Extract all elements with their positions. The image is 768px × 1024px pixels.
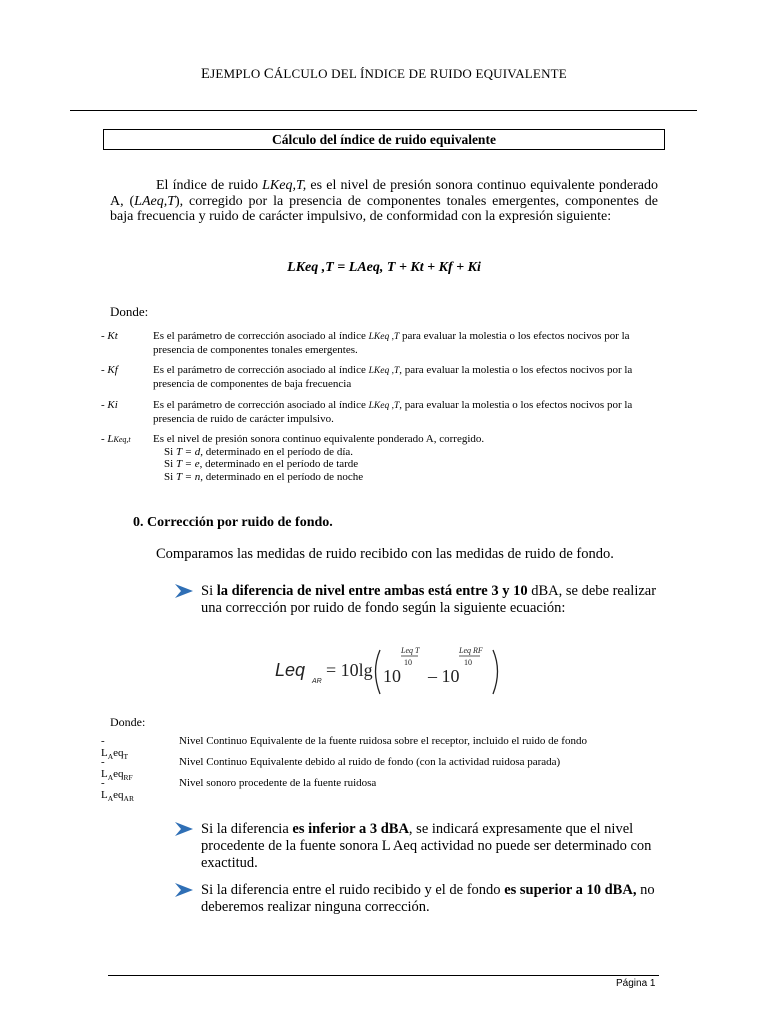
equation-minus-term: – 10 — [428, 666, 460, 686]
footer-divider — [108, 975, 659, 976]
exponent-2-den: 10 — [464, 658, 472, 667]
bullet-item-1: Si la diferencia de nivel entre ambas está entre 3 y 10 dBA, se debe realizar una corrección por ruido de fondo según la siguiente ecuación: — [201, 583, 671, 617]
equation-lhs: Leq — [275, 660, 306, 680]
donde-label: Donde: — [110, 304, 149, 319]
equation-lhs-sub: AR — [312, 678, 322, 685]
close-paren — [493, 650, 498, 694]
exponent-1-num: Leq T — [401, 646, 420, 655]
definition-kf: - Kf Es el parámetro de corrección asociado al índice LKeq ,T, para evaluar la molestia o los efectos nocivos por la presencia de componentes de baja frecuencia — [101, 364, 633, 390]
background-noise-equation — [275, 642, 510, 700]
definition-lkeq: - LKeq,t Es el nivel de presión sonora continuo equivalente ponderado A, corregido. Si T = d, determinado en el período de día. Si T = e, determinado en el período de tarde Si T = n, determinado en el período de noche — [101, 433, 671, 483]
definition-ki: - Ki Es el parámetro de corrección asociado al índice LKeq ,T, para evaluar la molestia o los efectos nocivos por la presencia de ruido de carácter impulsivo. — [101, 399, 633, 425]
compare-paragraph: Comparamos las medidas de ruido recibido con las medidas de ruido de fondo. — [156, 546, 614, 562]
arrow-bullet-icon — [175, 883, 193, 897]
equation-lg: = 10lg — [326, 660, 373, 680]
page-number: Página 1 — [616, 978, 656, 989]
condition-evening: Si T = e, determinado en el período de tarde — [164, 458, 359, 470]
condition-night: Si T = n, determinado en el período de noche — [164, 470, 364, 483]
section-heading-box: Cálculo del índice de ruido equivalente — [103, 129, 665, 150]
equation-base: 10 — [383, 666, 401, 686]
section-0-title: 0. Corrección por ruido de fondo. — [133, 515, 333, 530]
header-divider — [70, 110, 697, 111]
definition-kt: - Kt Es el parámetro de corrección asociado al índice LKeq ,T para evaluar la molestia o los efectos nocivos por la presencia de componentes tonales emergentes. — [101, 330, 630, 356]
arrow-bullet-icon — [175, 822, 193, 836]
main-formula: LKeq ,T = LAeq, T + Kt + Kf + Ki — [287, 260, 481, 275]
page-title: EJEMPLO CÁLCULO DEL ÍNDICE DE RUIDO EQUIVALENTE — [201, 66, 567, 82]
intro-paragraph: El índice de ruido LKeq,T, es el nivel de presión sonora continuo equivalente ponderado A, (LAeq,T), corregido por la presencia de componentes tonales emergentes, componentes de baja frecuencia y ruido de carácter impulsivo, de conformidad con la expresión siguiente: — [110, 178, 658, 224]
arrow-bullet-icon — [175, 584, 193, 598]
donde-label-2: Donde: — [110, 715, 146, 729]
bullet-item-3: Si la diferencia entre el ruido recibido y el de fondo es superior a 10 dBA, no deberemos realizar ninguna corrección. — [201, 882, 671, 916]
exponent-2-num: Leq RF — [459, 646, 483, 655]
condition-day: Si T = d, determinado en el período de día. — [164, 445, 354, 458]
bullet-item-2: Si la diferencia es inferior a 3 dBA, se indicará expresamente que el nivel procedente de la fuente sonora L Aeq actividad no puede ser determinado con exactitud. — [201, 821, 671, 872]
open-paren — [376, 650, 381, 694]
exponent-1-den: 10 — [404, 658, 412, 667]
